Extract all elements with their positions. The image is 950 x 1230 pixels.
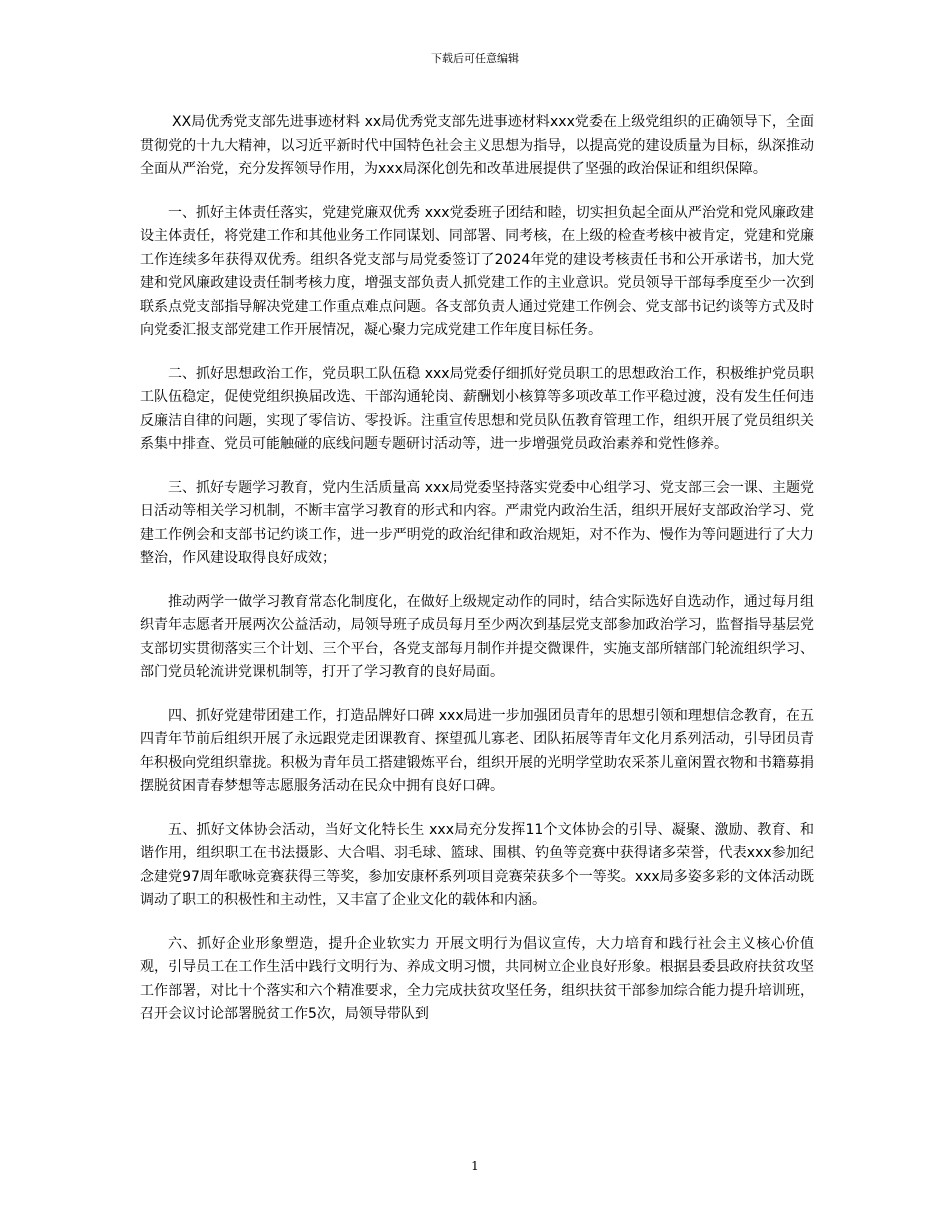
paragraph-section-1: 一、抓好主体责任落实，党建党廉双优秀 xxx党委班子团结和睦，切实担负起全面从严治党和党风廉政建设主体责任，将党建工作和其他业务工作同谋划、同部署、同考核，在上级的检查考核中被肯定，党建和党廉工作连续多年获得双优秀。组织各党支部与局党委签订了2024年党的建设考核责任书和公开承诺书，加大党建和党风廉政建设责任制考核力度，增强支部负责人抓党建工作的主业意识。党员领导干部每季度至少一次到联系点党支部指导解决党建工作重点难点问题。各支部负责人通过党建工作例会、党支部书记约谈等方式及时向党委汇报支部党建工作开展情况，凝心聚力完成党建工作年度目标任务。: [140, 204, 814, 338]
document-body: [140, 111, 814, 1047]
paragraph-section-4: 四、抓好党建带团建工作，打造品牌好口碑 xxx局进一步加强团员青年的思想引领和理想信念教育，在五四青年节前后组织开展了永远跟党走团课教育、探望孤儿寡老、团队拓展等青年文化月系列活动，引导团员青年积极向党组织靠拢。积极为青年员工搭建锻炼平台，组织开展的光明学堂助农采茶儿童闲置衣物和书籍募捐摆脱贫困青春梦想等志愿服务活动在民众中拥有良好口碑。: [140, 707, 814, 794]
paragraph-section-5: 五、抓好文体协会活动，当好文化特长生 xxx局充分发挥11个文体协会的引导、凝聚、激励、教育、和谐作用，组织职工在书法摄影、大合唱、羽毛球、篮球、围棋、钓鱼等竞赛中获得诸多荣誉，代表xxx参加纪念建党97周年歌咏竞赛获得三等奖，参加安康杯系列项目竞赛荣获多个一等奖。xxx局多姿多彩的文体活动既调动了职工的积极性和主动性，又丰富了企业文化的载体和内涵。: [140, 821, 814, 908]
paragraph-section-2: 二、抓好思想政治工作，党员职工队伍稳 xxx局党委仔细抓好党员职工的思想政治工作，积极维护党员职工队伍稳定，促使党组织换届改选、干部沟通轮岗、薪酬划小核算等多项改革工作平稳过渡，没有发生任何违反廉洁自律的问题，实现了零信访、零投诉。注重宣传思想和党员队伍教育管理工作，组织开展了党员组织关系集中排查、党员可能触碰的底线问题专题研讨活动等，进一步增强党员政治素养和党性修养。: [140, 365, 814, 452]
paragraph-intro: XX局优秀党支部先进事迹材料 xx局优秀党支部先进事迹材料xxx党委在上级党组织的正确领导下，全面贯彻党的十九大精神，以习近平新时代中国特色社会主义思想为指导，以提高党的建设质量为目标，纵深推动全面从严治党，充分发挥领导作用，为xxx局深化创先和改革进展提供了坚强的政治保证和组织保障。: [140, 114, 814, 177]
page-number: 1: [471, 1159, 479, 1173]
paragraph-section-6: 六、抓好企业形象塑造，提升企业软实力 开展文明行为倡议宣传，大力培育和践行社会主义核心价值观，引导员工在工作生活中践行文明行为、养成文明习惯，共同树立企业良好形象。根据县委县政府扶贫攻坚工作部署，对比十个落实和六个精准要求，全力完成扶贫攻坚任务，组织扶贫干部参加综合能力提升培训班，召开会议讨论部署脱贫工作5次，局领导带队到: [140, 935, 814, 1022]
paragraph-section-3: 三、抓好专题学习教育，党内生活质量高 xxx局党委坚持落实党委中心组学习、党支部三会一课、主题党日活动等相关学习机制，不断丰富学习教育的形式和内容。严肃党内政治生活，组织开展好支部政治学习、党建工作例会和支部书记约谈工作，进一步严明党的政治纪律和政治规矩，对不作为、慢作为等问题进行了大力整治，作风建设取得良好成效；: [140, 479, 814, 566]
page-header: 下载后可任意编辑: [431, 52, 519, 65]
paragraph-section-3-continued: 推动两学一做学习教育常态化制度化，在做好上级规定动作的同时，结合实际选好自选动作，通过每月组织青年志愿者开展两次公益活动，局领导班子成员每月至少两次到基层党支部参加政治学习，监督指导基层党支部切实贯彻落实三个计划、三个平台，各党支部每月制作并提交微课件，实施支部所辖部门轮流组织学习、部门党员轮流讲党课机制等，打开了学习教育的良好局面。: [140, 593, 814, 680]
